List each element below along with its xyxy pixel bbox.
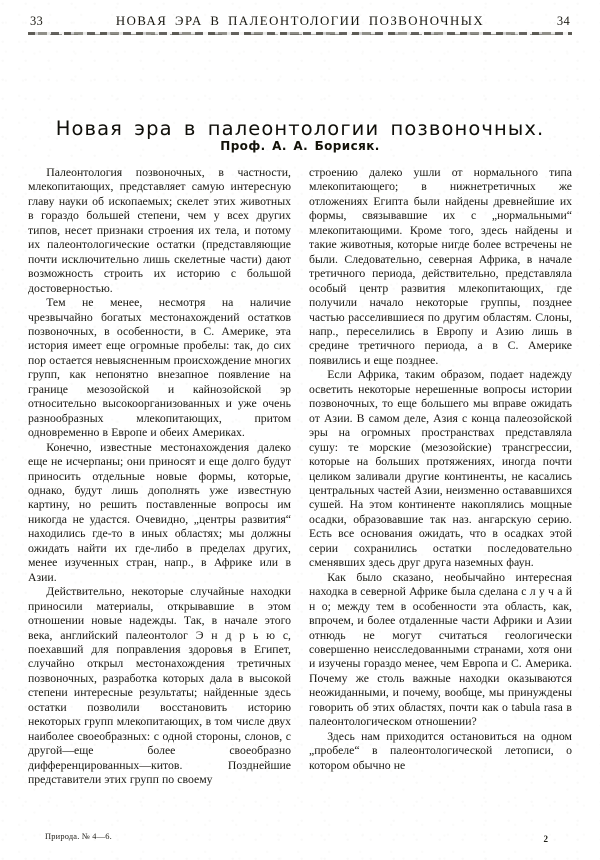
paragraph: Если Африка, таким образом, подает надежду осветить некоторые нерешенные вопросы истории позвоночных, то еще большего мы вправе ожидать от Азии. В самом деле, Азия с конца палеозойской эры на огромных пространствах представляла сушу: те морские (мезозойские) трансгрессии, которые на больших протяжениях, иногда почти целиком заливали другие континенты, не касались центральных частей Азии, неизменно остававшихся сушей. На этом континенте накоплялись мощные осадки, образовавшие так наз. ангарскую серию. Есть все основания ожидать, что в осадках этой серии сохранились остатки последовательно сменявших здесь друг друга наземных фаун. (309, 368, 572, 570)
paragraph: Тем не менее, несмотря на наличие чрезвычайно богатых местонахождений остатков позвоночных, в особенности, в С. Америке, эта история имеет еще огромные пробелы: так, до сих пор остается невыясненным происхождение многих групп, как непонятно внезапное появление на границе мезозойской и кайнозойской эр относительно высокоорганизованных и уже очень разнообразных млекопитающих, притом одновременно в Европе и обеих Америках. (28, 296, 291, 440)
paragraph: Здесь нам приходится остановиться на одном „пробеле“ в палеонтологической летописи, о котором обычно не (309, 729, 572, 772)
running-head-title: НОВАЯ ЭРА В ПАЛЕОНТОЛОГИИ ПОЗВОНОЧНЫХ (115, 14, 485, 28)
running-head (30, 14, 570, 30)
right-column (309, 166, 572, 787)
signature-mark: 2 (543, 834, 548, 844)
paragraph: Как было сказано, необычайно интересная находка в северной Африке была сделана с л у ч а й н о; между тем в особенности эта область, как, впрочем, и более отдаленные части Африки и Азии отнюдь не могут считаться геологически совершенно неисследованными странами, хотя они и изучены гораздо менее, чем Европа и С. Америка. Почему же столь важные находки оказываются неожиданными, и почему, вообще, мы принуждены говорить об этих областях, почти как о tabula rasa в палеонтологическом отношении? (309, 570, 572, 729)
page-title: Новая эра в палеонтологии позвоночных. (55, 117, 545, 141)
folio-right: 34 (556, 14, 570, 28)
paragraph: Палеонтология позвоночных, в частности, млекопитающих, представляет самую интересную главу науки об ископаемых; скелет этих животных в гораздо большей степени, чем у всех других типов, несет признаки строения их тела, и потому их палеонтологические остатки (представляющие почти исключительно лишь скелетные части) дают возможность строить их историю с большой достоверностью. (28, 166, 291, 295)
body-columns (28, 166, 572, 787)
left-column (28, 166, 291, 787)
paragraph: Действительно, некоторые случайные находки приносили материалы, открывавшие в этом отношении новые надежды. Так, в начале этого века, английский палеонтолог Э н д р ь ю с, поехавший для поправления здоровья в Египет, случайно открыл местонахождения третичных позвоночных, разработка которых дала в высокой степени интересные результаты; найденные здесь остатки позволили восстановить историю некоторых групп млекопитающих, в том числе двух наиболее своеобразных: с одной стороны, слонов, с другой—еще более своеобразно дифференцированных—китов. Позднейшие представители этих групп по своему (28, 585, 291, 787)
folio-left: 33 (30, 14, 44, 28)
paragraph: Конечно, известные местонахождения далеко еще не исчерпаны; они приносят и еще долго будут приносить отдельные новые формы, которые, однако, будут лишь дополнять уже известную картину, но решить поставленные вопросы им никогда не удастся. Очевидно, „центры развития“ находились где-то в иных областях; мы должны ожидать найти их где-либо в пределах других, менее изученных стран, напр., в Африке или в Азии. (28, 440, 291, 584)
header-divider-rule (28, 32, 572, 35)
journal-imprint: Природа. № 4—6. (45, 832, 112, 841)
article-byline: Проф. А. А. Борисяк. (220, 139, 380, 153)
paragraph: строению далеко ушли от нормального типа млекопитающего; в нижнетретичных же отложениях Египта были найдены древнейшие их формы, связывавшие их с „нормальными“ млекопитающими. Кроме того, здесь найдены и такие животныя, которые нигде более встречены не были. Следовательно, северная Африка, в начале третичного периода, действительно, представляла особый центр развития млекопитающих, где получили начало некоторые группы, позднее частью расселившиеся по другим областям. Слоны, напр., переселились в Европу и Азию лишь в средине третичного периода, а в С. Америке появились и еще позднее. (309, 166, 572, 367)
